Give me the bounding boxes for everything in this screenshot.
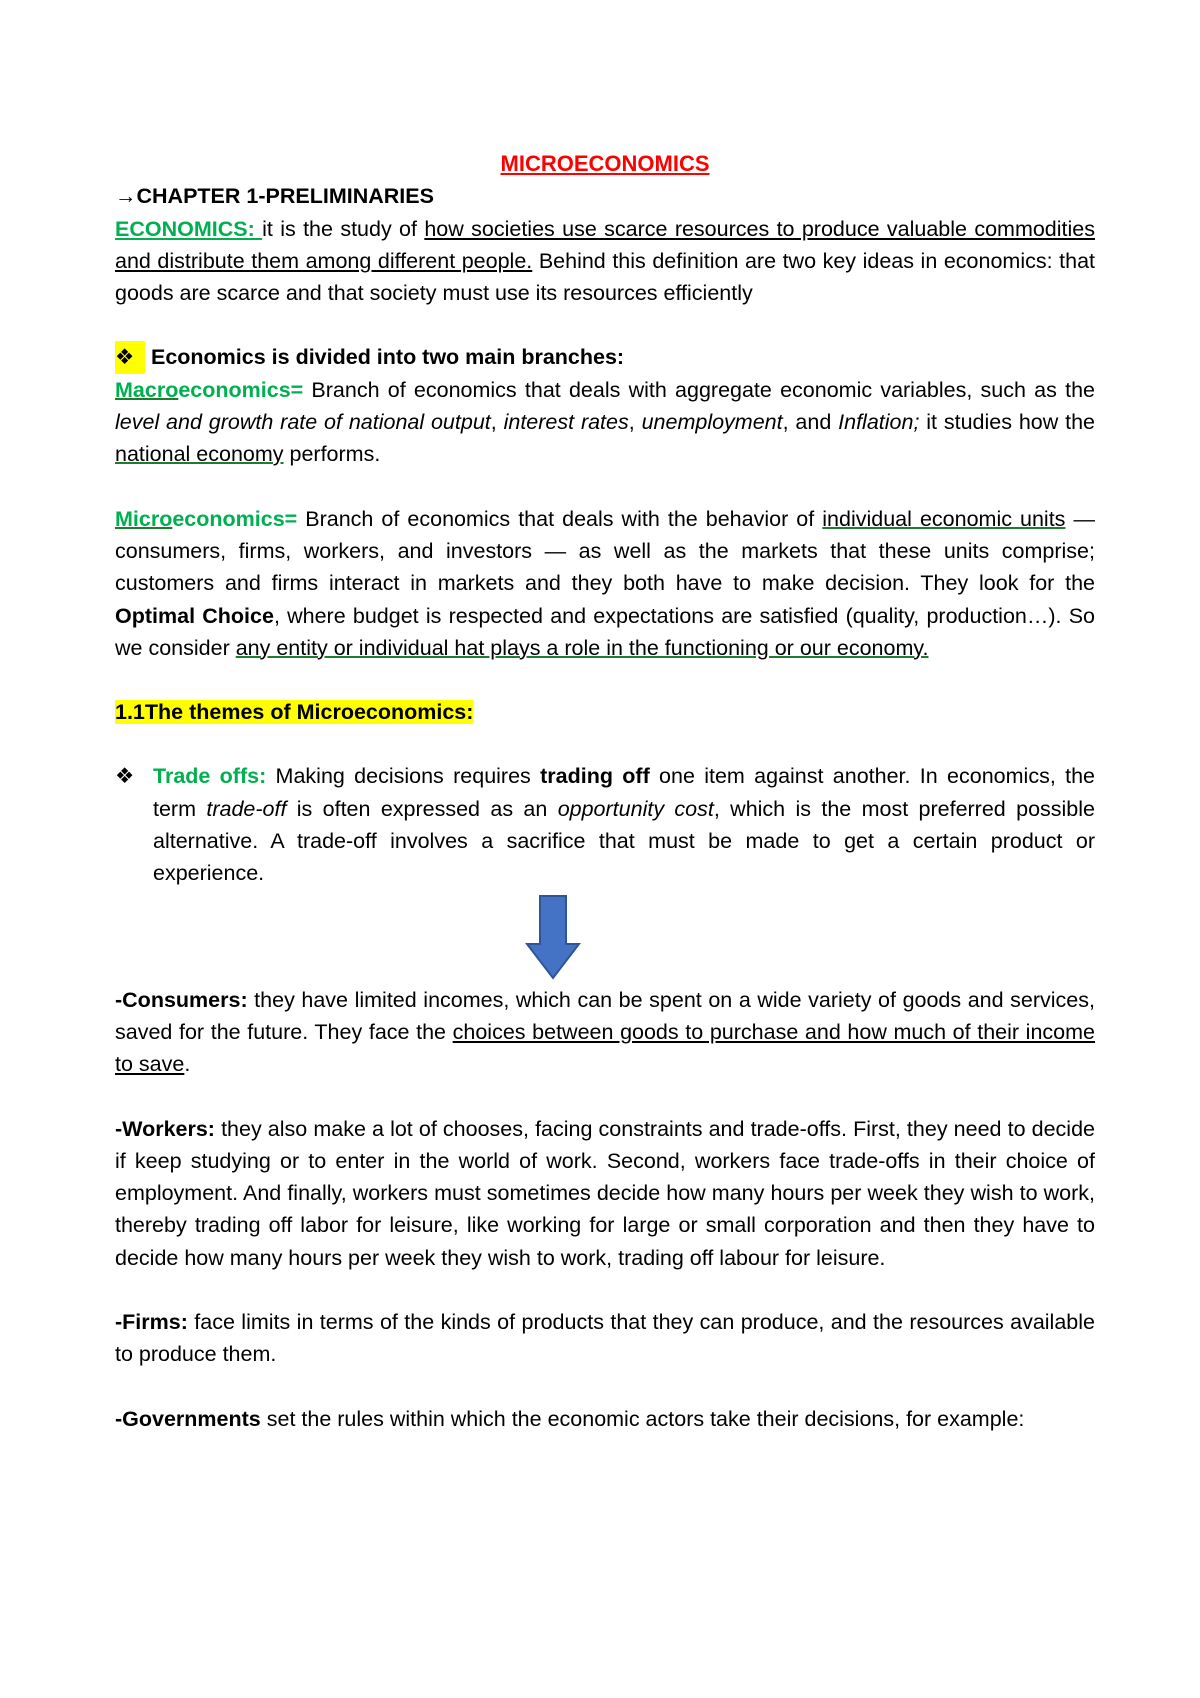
micro-text-1: Branch of economics that deals with the behavior of bbox=[297, 506, 823, 531]
macro-text-1: Branch of economics that deals with aggregate economic variables, such as the bbox=[303, 377, 1095, 402]
arrow-area bbox=[115, 890, 1095, 984]
spacer bbox=[115, 309, 1095, 341]
tradeoffs-text-2: one item against another. In economics, the term bbox=[153, 764, 1095, 821]
macroeconomics-paragraph bbox=[115, 374, 1095, 471]
macro-term: economics= bbox=[178, 377, 304, 402]
macro-italic-4: Inflation; bbox=[838, 410, 920, 435]
economics-text-1: it is the study of bbox=[262, 216, 425, 241]
governments-text: set the rules within which the economic actors take their decisions, for example: bbox=[260, 1406, 1025, 1431]
consumers-paragraph bbox=[115, 984, 1095, 1081]
microeconomics-paragraph bbox=[115, 503, 1095, 664]
spacer bbox=[115, 1081, 1095, 1113]
tradeoffs-text-1: Making decisions requires bbox=[266, 764, 541, 789]
page-title: MICROECONOMICS bbox=[500, 151, 710, 176]
themes-heading: 1.1The themes of Microeconomics: bbox=[115, 700, 474, 725]
macro-text-6: performs. bbox=[283, 442, 381, 467]
workers-paragraph bbox=[115, 1113, 1095, 1274]
micro-underlined-1: individual economic units bbox=[822, 506, 1066, 531]
macro-text-2: , bbox=[490, 410, 504, 435]
firms-paragraph bbox=[115, 1306, 1095, 1371]
tradeoffs-bold: trading off bbox=[540, 764, 650, 789]
micro-term: economics= bbox=[172, 506, 298, 531]
spacer bbox=[115, 471, 1095, 503]
firms-term: -Firms: bbox=[115, 1310, 188, 1335]
down-arrow-icon bbox=[525, 894, 581, 980]
consumers-text-1: they have limited incomes, which can be spent on a wide variety of goods and services, saved for the future. They face the bbox=[115, 987, 1095, 1044]
tradeoffs-text-3: is often expressed as an bbox=[286, 796, 558, 821]
spacer bbox=[115, 728, 1095, 760]
macro-text-3: , bbox=[628, 410, 642, 435]
tradeoffs-term: Trade offs: bbox=[153, 764, 267, 789]
spacer bbox=[115, 664, 1095, 696]
macro-text-5: it studies how the bbox=[919, 410, 1096, 435]
micro-bold: Optimal Choice bbox=[115, 603, 274, 628]
spacer bbox=[115, 1371, 1095, 1403]
macro-italic-3: unemployment bbox=[641, 410, 783, 435]
branches-heading-text: Economics is divided into two main branches: bbox=[150, 345, 625, 370]
tradeoffs-text-4: , which is the most preferred possible alternative. A trade-off involves a sacrifice that must be made to get a certain product or experience. bbox=[153, 796, 1095, 886]
tradeoffs-italic-2: opportunity cost bbox=[557, 796, 714, 821]
branches-heading bbox=[115, 341, 1095, 373]
governments-paragraph bbox=[115, 1403, 1095, 1435]
economics-term: ECONOMICS: bbox=[115, 216, 263, 241]
macro-underlined: national economy bbox=[115, 442, 284, 467]
macro-prefix: Macro bbox=[115, 377, 179, 402]
economics-definition bbox=[115, 213, 1095, 310]
macro-italic-2: interest rates bbox=[503, 410, 629, 435]
micro-prefix: Micro bbox=[115, 506, 173, 531]
micro-text-3: , where budget is respected and expectations are satisfied (quality, production…). So we consider bbox=[115, 603, 1096, 660]
macro-italic-1: level and growth rate of national output bbox=[115, 410, 491, 435]
tradeoffs-italic-1: trade-off bbox=[206, 796, 287, 821]
micro-text-2: — consumers, firms, workers, and investors — as well as the markets that these units comprise; customers and firms interact in markets and they both have to make decision. They look for the bbox=[115, 506, 1095, 596]
themes-heading-row bbox=[115, 696, 1095, 728]
tradeoffs-text bbox=[153, 760, 1095, 889]
spacer bbox=[115, 1274, 1095, 1306]
consumers-term: -Consumers: bbox=[115, 987, 248, 1012]
governments-term: -Governments bbox=[115, 1406, 261, 1431]
workers-text: they also make a lot of chooses, facing constraints and trade-offs. First, they need to decide if keep studying or to enter in the world of work. Second, workers face trade-offs in their choice of employment. And finally, workers must sometimes decide how many hours per week they wish to work, thereby trading off labor for leisure, like working for large or small corporation and then they have to decide how many hours per week they wish to work, trading off labour for leisure. bbox=[115, 1116, 1095, 1270]
consumers-underlined: choices between goods to purchase and how much of their income to save bbox=[115, 1019, 1095, 1077]
economics-text-2: Behind this definition are two key ideas in economics: that goods are scarce and that society must use its resources efficiently bbox=[115, 248, 1095, 306]
diamond-bullet-icon: ❖ bbox=[115, 341, 145, 373]
workers-term: -Workers: bbox=[115, 1116, 215, 1141]
diamond-bullet-icon: ❖ bbox=[115, 764, 135, 789]
firms-text: face limits in terms of the kinds of products that they can produce, and the resources available to produce them. bbox=[115, 1310, 1095, 1367]
micro-underlined-2: any entity or individual hat plays a role in the functioning or our economy. bbox=[235, 635, 929, 660]
consumers-text-2: . bbox=[184, 1052, 191, 1077]
chapter-heading: →CHAPTER 1-PRELIMINARIES bbox=[115, 184, 434, 209]
economics-underlined: how societies use scarce resources to produce valuable commodities and distribute them among different people. bbox=[115, 216, 1095, 273]
tradeoffs-item bbox=[115, 760, 1095, 889]
document-body bbox=[115, 148, 1095, 1435]
macro-text-4: , and bbox=[782, 410, 839, 435]
